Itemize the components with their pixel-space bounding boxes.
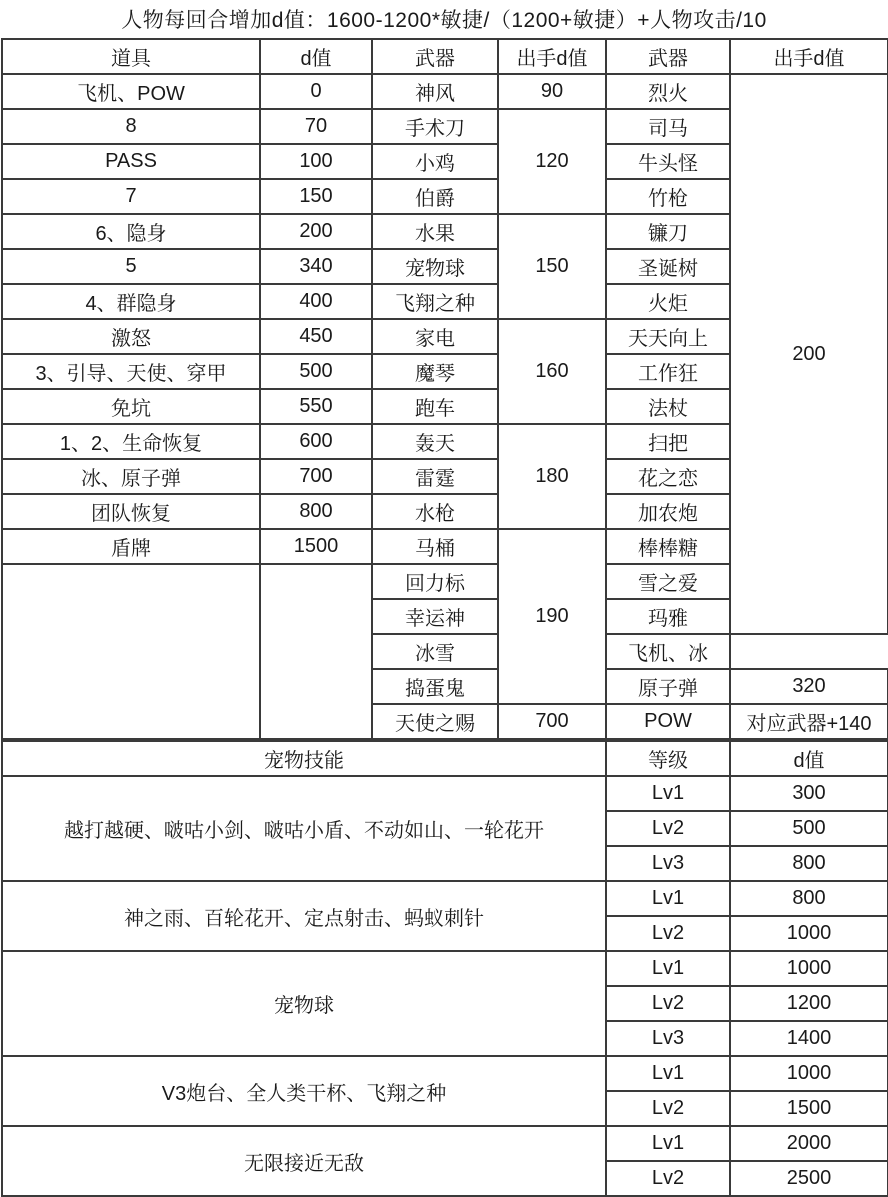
weapon-name: 伯爵	[372, 179, 498, 214]
weapon-name: 飞机、冰	[606, 634, 730, 669]
weapon-name: POW	[606, 704, 730, 739]
weapon-name: 小鸡	[372, 144, 498, 179]
item-dvalue: 100	[260, 144, 372, 179]
item-dvalue: 70	[260, 109, 372, 144]
pet-level: Lv2	[606, 1161, 730, 1196]
weapon-name: 原子弹	[606, 669, 730, 704]
weapon-name: 家电	[372, 319, 498, 354]
weapon-name: 神风	[372, 74, 498, 109]
pet-dvalue: 1400	[730, 1021, 888, 1056]
pet-row	[2, 1056, 888, 1091]
pet-dvalue: 800	[730, 846, 888, 881]
pet-level: Lv2	[606, 1091, 730, 1126]
weapon-name: 玛雅	[606, 599, 730, 634]
item-name: 8	[2, 109, 260, 144]
header-weapon-1: 武器	[372, 39, 498, 74]
pet-skill-name: 神之雨、百轮花开、定点射击、蚂蚁刺针	[2, 881, 606, 951]
weapon-name: 花之恋	[606, 459, 730, 494]
item-dvalue: 1500	[260, 529, 372, 564]
pet-level: Lv1	[606, 776, 730, 811]
item-dvalue: 800	[260, 494, 372, 529]
header-speed-2: 出手d值	[730, 39, 888, 74]
pet-level: Lv2	[606, 811, 730, 846]
pet-row	[2, 1126, 888, 1161]
item-name: 4、群隐身	[2, 284, 260, 319]
item-name: 1、2、生命恢复	[2, 424, 260, 459]
empty-area	[2, 564, 260, 739]
pet-dvalue: 2500	[730, 1161, 888, 1196]
weapon-name: 棒棒糖	[606, 529, 730, 564]
pet-level: Lv3	[606, 1021, 730, 1056]
pet-level: Lv3	[606, 846, 730, 881]
weapon-name: 轰天	[372, 424, 498, 459]
item-name: 3、引导、天使、穿甲	[2, 354, 260, 389]
weapon-speed: 120	[498, 109, 606, 214]
pet-dvalue: 300	[730, 776, 888, 811]
pet-row	[2, 881, 888, 916]
pet-dvalue: 1500	[730, 1091, 888, 1126]
weapon-name: 飞翔之种	[372, 284, 498, 319]
item-name: 激怒	[2, 319, 260, 354]
table-header-row	[2, 39, 888, 74]
header-pet-dvalue: d值	[730, 741, 888, 776]
weapon-name: 水果	[372, 214, 498, 249]
weapon-name: 宠物球	[372, 249, 498, 284]
item-dvalue: 400	[260, 284, 372, 319]
pet-level: Lv1	[606, 1126, 730, 1161]
pet-row	[2, 776, 888, 811]
weapon-name: 扫把	[606, 424, 730, 459]
main-table	[1, 38, 888, 740]
weapon-name: 幸运神	[372, 599, 498, 634]
pet-skill-name: V3炮台、全人类干杯、飞翔之种	[2, 1056, 606, 1126]
item-dvalue: 200	[260, 214, 372, 249]
weapon-speed: 对应武器+140	[730, 704, 888, 739]
item-dvalue: 450	[260, 319, 372, 354]
weapon-name: 冰雪	[372, 634, 498, 669]
item-name: 冰、原子弹	[2, 459, 260, 494]
pet-level: Lv2	[606, 986, 730, 1021]
weapon-name: 马桶	[372, 529, 498, 564]
weapon-name: 加农炮	[606, 494, 730, 529]
weapon-name: 跑车	[372, 389, 498, 424]
item-dvalue: 550	[260, 389, 372, 424]
weapon-name: 手术刀	[372, 109, 498, 144]
weapon-speed: 320	[730, 669, 888, 704]
weapon-speed: 180	[498, 424, 606, 529]
weapon-name: 天使之赐	[372, 704, 498, 739]
weapon-name: 雪之爱	[606, 564, 730, 599]
weapon-name: 司马	[606, 109, 730, 144]
pet-dvalue: 1000	[730, 951, 888, 986]
header-weapon-2: 武器	[606, 39, 730, 74]
item-dvalue: 700	[260, 459, 372, 494]
pet-skill-name: 宠物球	[2, 951, 606, 1056]
header-dvalue: d值	[260, 39, 372, 74]
weapon-speed: 90	[498, 74, 606, 109]
pet-table	[1, 740, 888, 1197]
pet-dvalue: 2000	[730, 1126, 888, 1161]
weapon-speed: 190	[498, 529, 606, 704]
header-pet-skill: 宠物技能	[2, 741, 606, 776]
weapon-name: 捣蛋鬼	[372, 669, 498, 704]
item-name: 盾牌	[2, 529, 260, 564]
pet-dvalue: 1000	[730, 916, 888, 951]
weapon-name: 圣诞树	[606, 249, 730, 284]
pet-dvalue: 1000	[730, 1056, 888, 1091]
pet-dvalue: 500	[730, 811, 888, 846]
item-name: PASS	[2, 144, 260, 179]
weapon-speed: 700	[498, 704, 606, 739]
table-row	[2, 74, 888, 109]
pet-skill-name: 越打越硬、啵咕小剑、啵咕小盾、不动如山、一轮花开	[2, 776, 606, 881]
item-name: 5	[2, 249, 260, 284]
header-item: 道具	[2, 39, 260, 74]
item-name: 免坑	[2, 389, 260, 424]
item-dvalue: 150	[260, 179, 372, 214]
pet-header-row	[2, 741, 888, 776]
page-title: 人物每回合增加d值：1600-1200*敏捷/（1200+敏捷）+人物攻击/10	[121, 9, 767, 32]
item-dvalue: 340	[260, 249, 372, 284]
weapon-speed: 160	[498, 319, 606, 424]
weapon-name: 魔琴	[372, 354, 498, 389]
item-dvalue: 0	[260, 74, 372, 109]
weapon-name: 工作狂	[606, 354, 730, 389]
header-speed-1: 出手d值	[498, 39, 606, 74]
empty-area	[260, 564, 372, 739]
weapon-name: 回力标	[372, 564, 498, 599]
pet-level: Lv1	[606, 951, 730, 986]
weapon-speed: 150	[498, 214, 606, 319]
pet-level: Lv1	[606, 881, 730, 916]
item-name: 6、隐身	[2, 214, 260, 249]
pet-level: Lv1	[606, 1056, 730, 1091]
pet-skill-name: 无限接近无敌	[2, 1126, 606, 1196]
weapon-name: 镰刀	[606, 214, 730, 249]
weapon-name: 水枪	[372, 494, 498, 529]
item-name: 团队恢复	[2, 494, 260, 529]
weapon-name: 天天向上	[606, 319, 730, 354]
item-dvalue: 500	[260, 354, 372, 389]
weapon-name: 牛头怪	[606, 144, 730, 179]
weapon-name: 火炬	[606, 284, 730, 319]
weapon-name: 竹枪	[606, 179, 730, 214]
weapon-speed: 200	[730, 74, 888, 634]
item-dvalue: 600	[260, 424, 372, 459]
item-name: 飞机、POW	[2, 74, 260, 109]
item-name: 7	[2, 179, 260, 214]
weapon-name: 烈火	[606, 74, 730, 109]
weapon-name: 法杖	[606, 389, 730, 424]
pet-row	[2, 951, 888, 986]
weapon-name: 雷霆	[372, 459, 498, 494]
pet-dvalue: 800	[730, 881, 888, 916]
header-pet-level: 等级	[606, 741, 730, 776]
pet-level: Lv2	[606, 916, 730, 951]
pet-dvalue: 1200	[730, 986, 888, 1021]
